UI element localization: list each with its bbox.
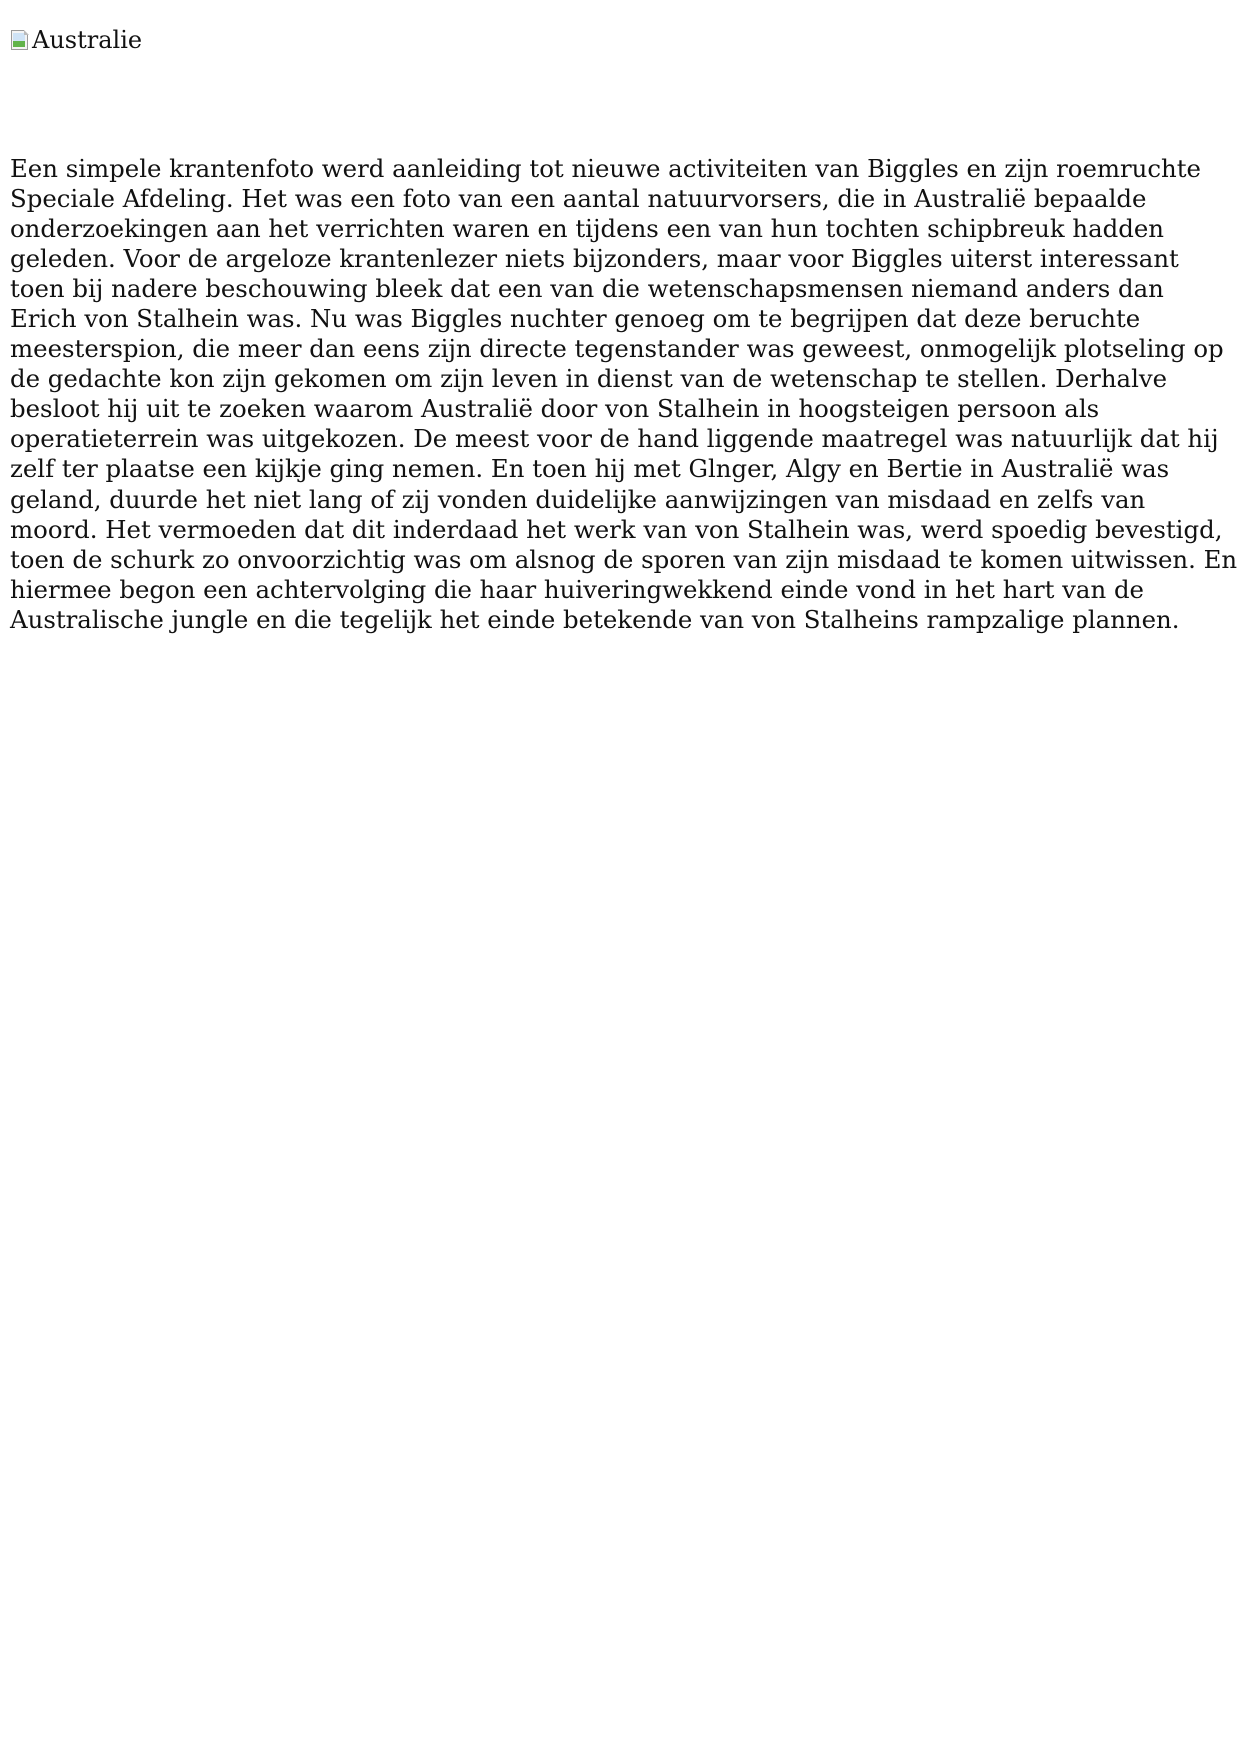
book-description: Een simpele krantenfoto werd aanleiding tot nieuwe activiteiten van Biggles en zijn roemruchte Speciale Afdeling. Het was een foto van een aantal natuurvorsers, die in Australië bepaalde onderzoekingen aan het verrichten waren en tijdens een van hun tochten schipbreuk hadden geleden. Voor de argeloze krantenlezer niets bijzonders, maar voor Biggles uiterst interessant toen bij nadere beschouwing bleek dat een van die wetenschapsmensen niemand anders dan Erich von Stalhein was. Nu was Biggles nuchter genoeg om te begrijpen dat deze beruchte meesterspion, die meer dan eens zijn directe tegenstander was geweest, onmogelijk plotseling op de gedachte kon zijn gekomen om zijn leven in dienst van de wetenschap te stellen. Derhalve besloot hij uit te zoeken waarom Australië door von Stalhein in hoogsteigen persoon als operatieterrein was uitgekozen. De meest voor de hand liggende maatregel was natuurlijk dat hij zelf ter plaatse een kijkje ging nemen. En toen hij met Glnger, Algy en Bertie in Australië was geland, duurde het niet lang of zij vonden duidelijke aanwijzingen van misdaad en zelfs van moord. Het vermoeden dat dit inderdaad het werk van von Stalhein was, werd spoedig bevestigd, toen de schurk zo onvoorzichtig was om alsnog de sporen van zijn misdaad te komen uitwissen. En hiermee begon een achtervolging die haar huiveringwekkend einde vond in het hart van de Australische jungle en die tegelijk het einde betekende van von Stalheins rampzalige plannen. [10, 154, 1238, 634]
broken-image-icon [10, 28, 30, 52]
page [10, 22, 1238, 635]
image-alt-text: Australie [32, 26, 143, 54]
cover-image-placeholder [10, 22, 1238, 58]
